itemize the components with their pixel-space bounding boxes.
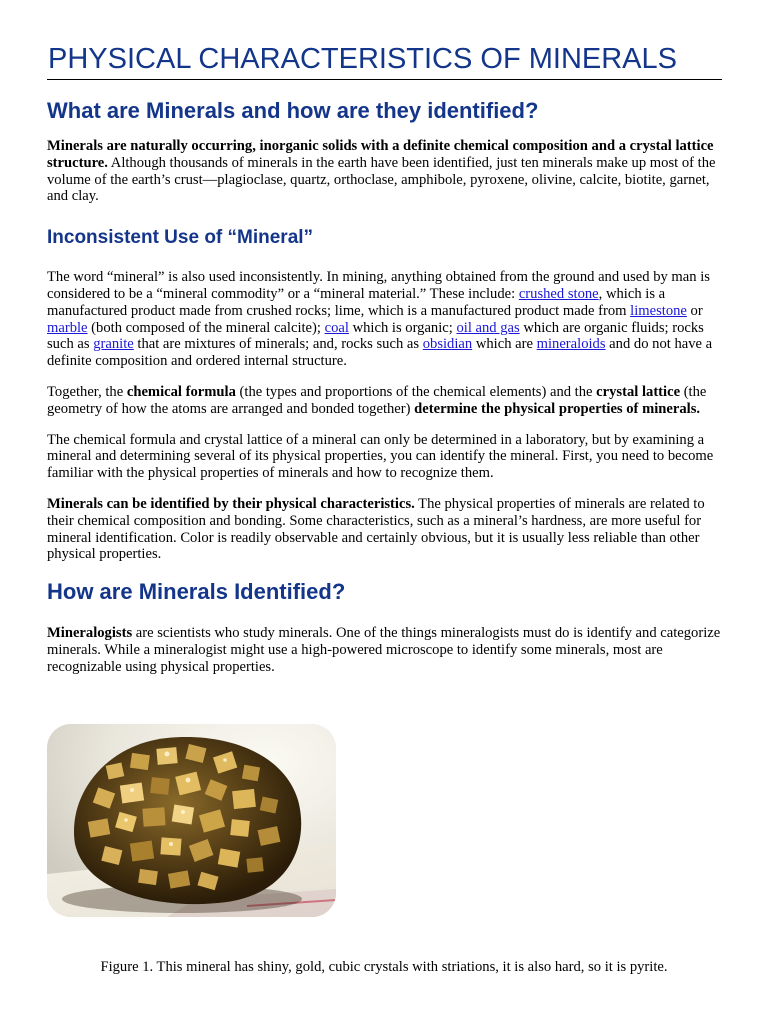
paragraph-mineralogists [47, 625, 722, 675]
text-span: which are organic fluids; rocks such as [47, 319, 704, 353]
text-span: (the geometry of how the atoms are arranged and bonded together) [47, 383, 707, 417]
text-span: or [686, 302, 703, 319]
paragraph-mineral-word [47, 269, 722, 370]
text-span: which is organic; [348, 319, 457, 336]
link-coal[interactable]: coal [324, 319, 349, 336]
mineralogists-text: are scientists who study minerals. One of the things mineralogists must do is identify and categorize minerals. While a mineralogist might use a high-powered microscope to identify some minerals, most are recognizable using physical properties. [47, 625, 721, 675]
paragraph-identification [47, 496, 722, 563]
definition-bold: Minerals are naturally occurring, inorganic solids with a definite chemical composition and a crystal lattice structure. [47, 138, 714, 171]
link-oil-and-gas[interactable]: oil and gas [456, 319, 520, 336]
heading-inconsistent-use: Inconsistent Use of “Mineral” [47, 227, 314, 249]
heading-what-are-minerals: What are Minerals and how are they identified? [47, 98, 539, 123]
bold-determine-properties: determine the physical properties of minerals. [414, 400, 701, 417]
text-span: (the types and proportions of the chemical elements) and the [235, 383, 597, 400]
bold-chemical-formula: chemical formula [126, 383, 236, 400]
document-title: PHYSICAL CHARACTERISTICS OF MINERALS [47, 40, 722, 80]
bold-crystal-lattice: crystal lattice [596, 383, 681, 400]
link-obsidian[interactable]: obsidian [422, 336, 473, 353]
definition-text: Although thousands of minerals in the earth have been identified, just ten minerals make up most of the volume of the earth’s crust—plagioclase, quartz, orthoclase, amphibole, pyroxene, olivine, calcite, biotite, garnet, and clay. [47, 154, 716, 205]
link-limestone[interactable]: limestone [630, 302, 687, 319]
document-page [47, 40, 722, 917]
pyrite-photo [47, 724, 336, 917]
link-marble[interactable]: marble [47, 319, 88, 336]
text-span: (both composed of the mineral calcite); [87, 319, 325, 336]
heading-how-identified: How are Minerals Identified? [47, 579, 346, 605]
figure-caption: Figure 1. This mineral has shiny, gold, cubic crystals with striations, it is also hard, so it is pyrite. [100, 959, 668, 975]
identification-bold: Minerals can be identified by their physical characteristics. [47, 495, 415, 512]
text-span: that are mixtures of minerals; and, rocks such as [133, 336, 423, 353]
paragraph-formula-lattice [47, 384, 722, 418]
mineralogists-bold: Mineralogists [47, 625, 133, 642]
text-span: , which is a manufactured product made from crushed rocks; lime, which is a manufactured product made from [47, 285, 666, 319]
link-crushed-stone[interactable]: crushed stone [518, 285, 599, 302]
paragraph-laboratory: The chemical formula and crystal lattice of a mineral can only be determined in a laboratory, but by examining a mineral and determining several of its physical properties, you can identify the mineral. First, you need to become familiar with the physical properties of minerals and how to recognize them. [47, 431, 714, 482]
link-granite[interactable]: granite [93, 336, 134, 353]
pyrite-illustration [47, 724, 336, 917]
link-mineraloids[interactable]: mineraloids [536, 336, 606, 353]
figure [47, 724, 722, 917]
paragraph-definition [47, 138, 722, 205]
text-span: Together, the [47, 383, 127, 400]
text-span: The word “mineral” is also used inconsistently. In mining, anything obtained from the ground and used by man is considered to be a “mineral commodity” or a “mineral material.” These include: [47, 269, 710, 302]
text-span: and do not have a definite composition and ordered internal structure. [47, 336, 713, 370]
text-span: which are [472, 336, 537, 353]
identification-text: The physical properties of minerals are related to their chemical composition and bonding. Some characteristics, such as a mineral’s hardness, are more useful for mineral identification. Color is readily observable and certainly obvious, but it is usually less reliable than other physical properties. [47, 495, 705, 563]
